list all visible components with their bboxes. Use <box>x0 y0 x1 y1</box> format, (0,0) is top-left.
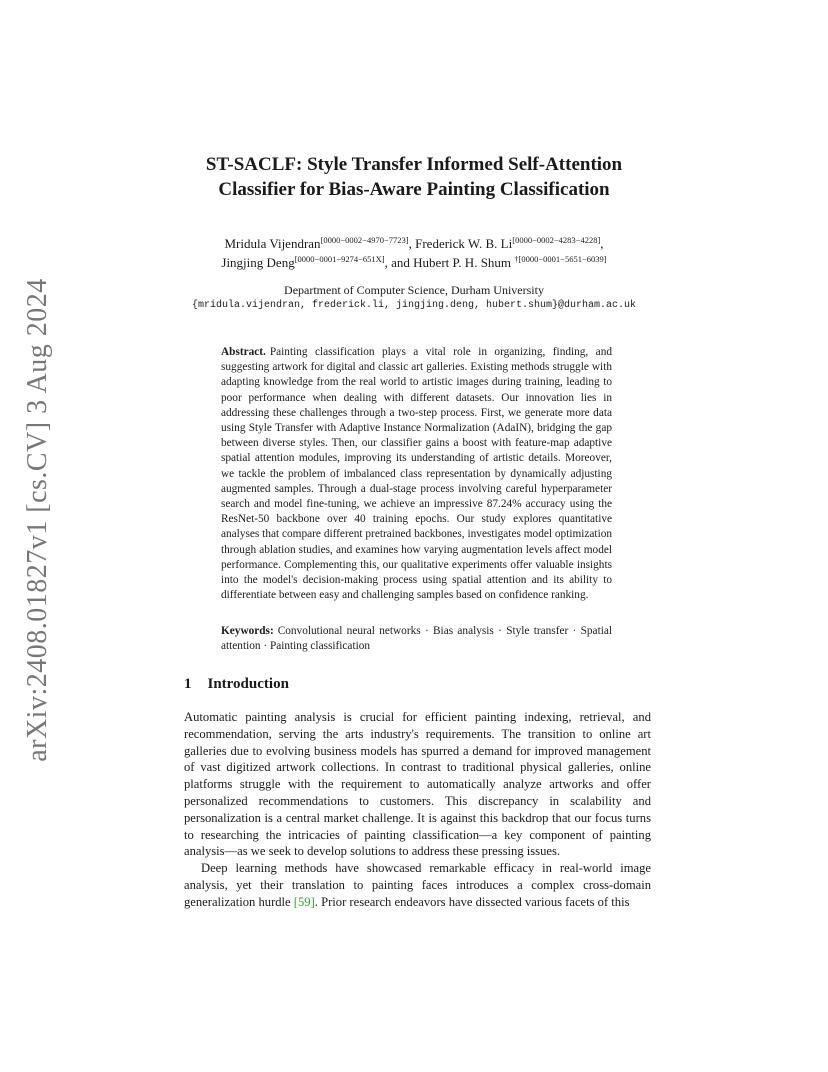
intro-paragraph-2-continuation: . Prior research endeavors have dissected various facets of this <box>314 894 630 909</box>
keywords <box>221 624 612 654</box>
intro-paragraph-2 <box>184 860 651 910</box>
author-emails: {mridula.vijendran, frederick.li, jingjing.deng, hubert.shum}@durham.ac.uk <box>191 300 637 311</box>
arxiv-identifier-stamp <box>18 278 58 762</box>
orcid-id: [0000−0001−9274−651X] <box>294 254 385 264</box>
orcid-id: [0000−0002−4970−7723] <box>320 235 409 245</box>
abstract <box>221 345 612 603</box>
intro-paragraph-2-text: Deep learning methods have showcased remarkable efficacy in real-world image analysis, yet their translation to painting faces introduces a complex cross-domain generalization hurdle <box>184 861 651 909</box>
paper-title <box>150 152 678 202</box>
affiliation: Department of Computer Science, Durham University <box>284 283 544 297</box>
abstract-text: Painting classification plays a vital role in organizing, finding, and suggesting artwork for digital and classic art galleries. Existing methods struggle with adapting knowledge from the real world to artistic images during training, leading to poor performance when dealing with different datasets. Our innovation lies in addressing these challenges through a two-step process. First, we generate more data using Style Transfer with Adaptive Instance Normalization (AdaIN), bridging the gap between diverse styles. Then, our classifier gains a boost with feature-map adaptive spatial attention modules, improving its understanding of artistic details. Moreover, we tackle the problem of imbalanced class representation by dynamically adjusting augmented samples. Through a dual-stage process involving careful hyperparameter search and model fine-tuning, we achieve an impressive 87.24% accuracy using the ResNet-50 backbone over 40 training epochs. Our study explores quantitative analyses that compare different pretrained backbones, investigates model optimization through ablation studies, and examines how varying augmentation levels affect model performance. Complementing this, our qualitative experiments offer valuable insights into the model's decision-making process using spatial attention and its ability to differentiate between easy and challenging samples based on confidence ranking. <box>221 346 612 602</box>
section-title: Introduction <box>207 676 289 692</box>
orcid-id: [0000−0002−4283−4228] <box>512 235 601 245</box>
author-list <box>150 234 678 272</box>
author-name: Mridula Vijendran <box>224 236 321 251</box>
section-number: 1 <box>184 676 192 692</box>
section-heading-introduction <box>184 676 289 693</box>
author-name: Hubert P. H. Shum <box>413 255 515 270</box>
citation-link[interactable]: [59] <box>293 894 315 909</box>
keywords-text: Convolutional neural networks · Bias analysis · Style transfer · Spatial attention · Painting classification <box>221 625 612 653</box>
intro-paragraph-1: Automatic painting analysis is crucial for efficient painting indexing, retrieval, and recommendation, serving the arts industry's requirements. The transition to online art galleries due to evolving business models has spurred a demand for improved management of vast digitized artwork collections. In contrast to traditional physical galleries, online platforms struggle with the requirement to automatically analyze artworks and offer personalized recommendations to customers. This discrepancy in scalability and personalization is a central market challenge. It is against this backdrop that our focus turns to researching the intricacies of painting classification—a key component of painting analysis—as we seek to develop solutions to address these pressing issues. <box>184 710 651 859</box>
title-line-1: ST-SACLF: Style Transfer Informed Self-Attention <box>205 154 623 175</box>
keywords-label: Keywords: <box>221 625 274 637</box>
introduction-body <box>184 709 651 911</box>
author-name: Jingjing Deng <box>221 255 295 270</box>
abstract-label: Abstract. <box>221 346 266 358</box>
author-separator: , and <box>384 255 414 270</box>
author-name: Frederick W. B. Li <box>415 236 513 251</box>
title-line-2: Classifier for Bias-Aware Painting Classification <box>218 179 610 200</box>
arxiv-identifier-text: arXiv:2408.01827v1 [cs.CV] 3 Aug 2024 <box>22 278 54 762</box>
author-separator: , <box>408 236 416 251</box>
author-separator: , <box>600 236 604 251</box>
orcid-id: †[0000−0001−5651−6039] <box>514 254 607 264</box>
